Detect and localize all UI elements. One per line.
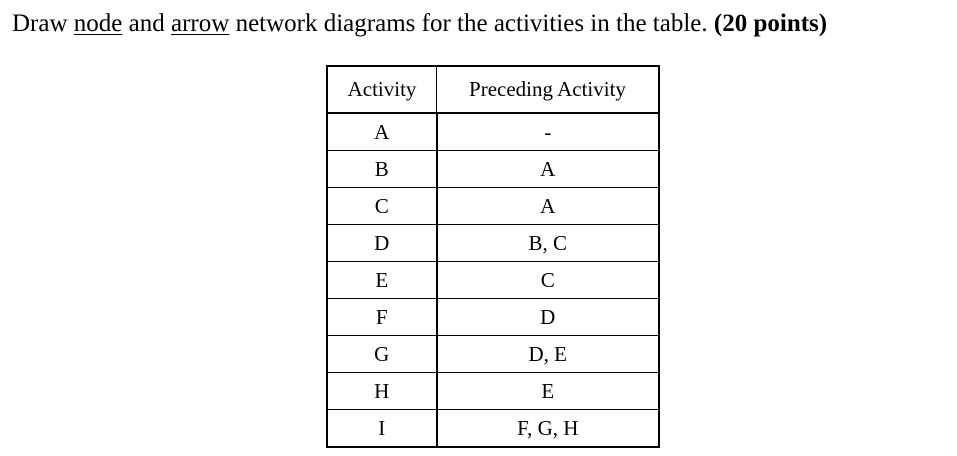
points-open: ( bbox=[713, 10, 723, 37]
table-row bbox=[327, 336, 659, 373]
question-word-arrow: arrow bbox=[171, 10, 230, 37]
preceding-cell: - bbox=[437, 113, 660, 151]
table-row bbox=[327, 225, 659, 262]
table-row bbox=[327, 373, 659, 410]
table-row bbox=[327, 188, 659, 225]
table-row bbox=[327, 299, 659, 336]
question-rest: network diagrams for the activities in the table. bbox=[235, 10, 708, 37]
table-row bbox=[327, 113, 659, 151]
preceding-cell: F, G, H bbox=[437, 410, 660, 448]
activity-cell: F bbox=[327, 299, 437, 336]
preceding-cell: A bbox=[437, 151, 660, 188]
question-word-draw: Draw bbox=[12, 10, 68, 37]
preceding-cell: C bbox=[437, 262, 660, 299]
preceding-cell: B, C bbox=[437, 225, 660, 262]
header-activity: Activity bbox=[327, 66, 437, 113]
question-word-and: and bbox=[128, 10, 165, 37]
activity-cell: H bbox=[327, 373, 437, 410]
table-row bbox=[327, 151, 659, 188]
question-word-node: node bbox=[73, 10, 123, 37]
preceding-cell: E bbox=[437, 373, 660, 410]
activity-cell: C bbox=[327, 188, 437, 225]
table-row bbox=[327, 262, 659, 299]
activity-table bbox=[326, 65, 660, 448]
activity-cell: I bbox=[327, 410, 437, 448]
preceding-cell: A bbox=[437, 188, 660, 225]
table-row bbox=[327, 410, 659, 448]
activity-cell: D bbox=[327, 225, 437, 262]
activity-cell: E bbox=[327, 262, 437, 299]
question-text bbox=[12, 8, 827, 40]
preceding-cell: D bbox=[437, 299, 660, 336]
header-preceding-activity: Preceding Activity bbox=[437, 66, 660, 113]
points-label: 20 points bbox=[722, 10, 819, 37]
table-header-row bbox=[327, 66, 659, 113]
activity-cell: G bbox=[327, 336, 437, 373]
preceding-cell: D, E bbox=[437, 336, 660, 373]
activity-cell: B bbox=[327, 151, 437, 188]
activity-cell: A bbox=[327, 113, 437, 151]
points-close: ) bbox=[818, 10, 828, 37]
